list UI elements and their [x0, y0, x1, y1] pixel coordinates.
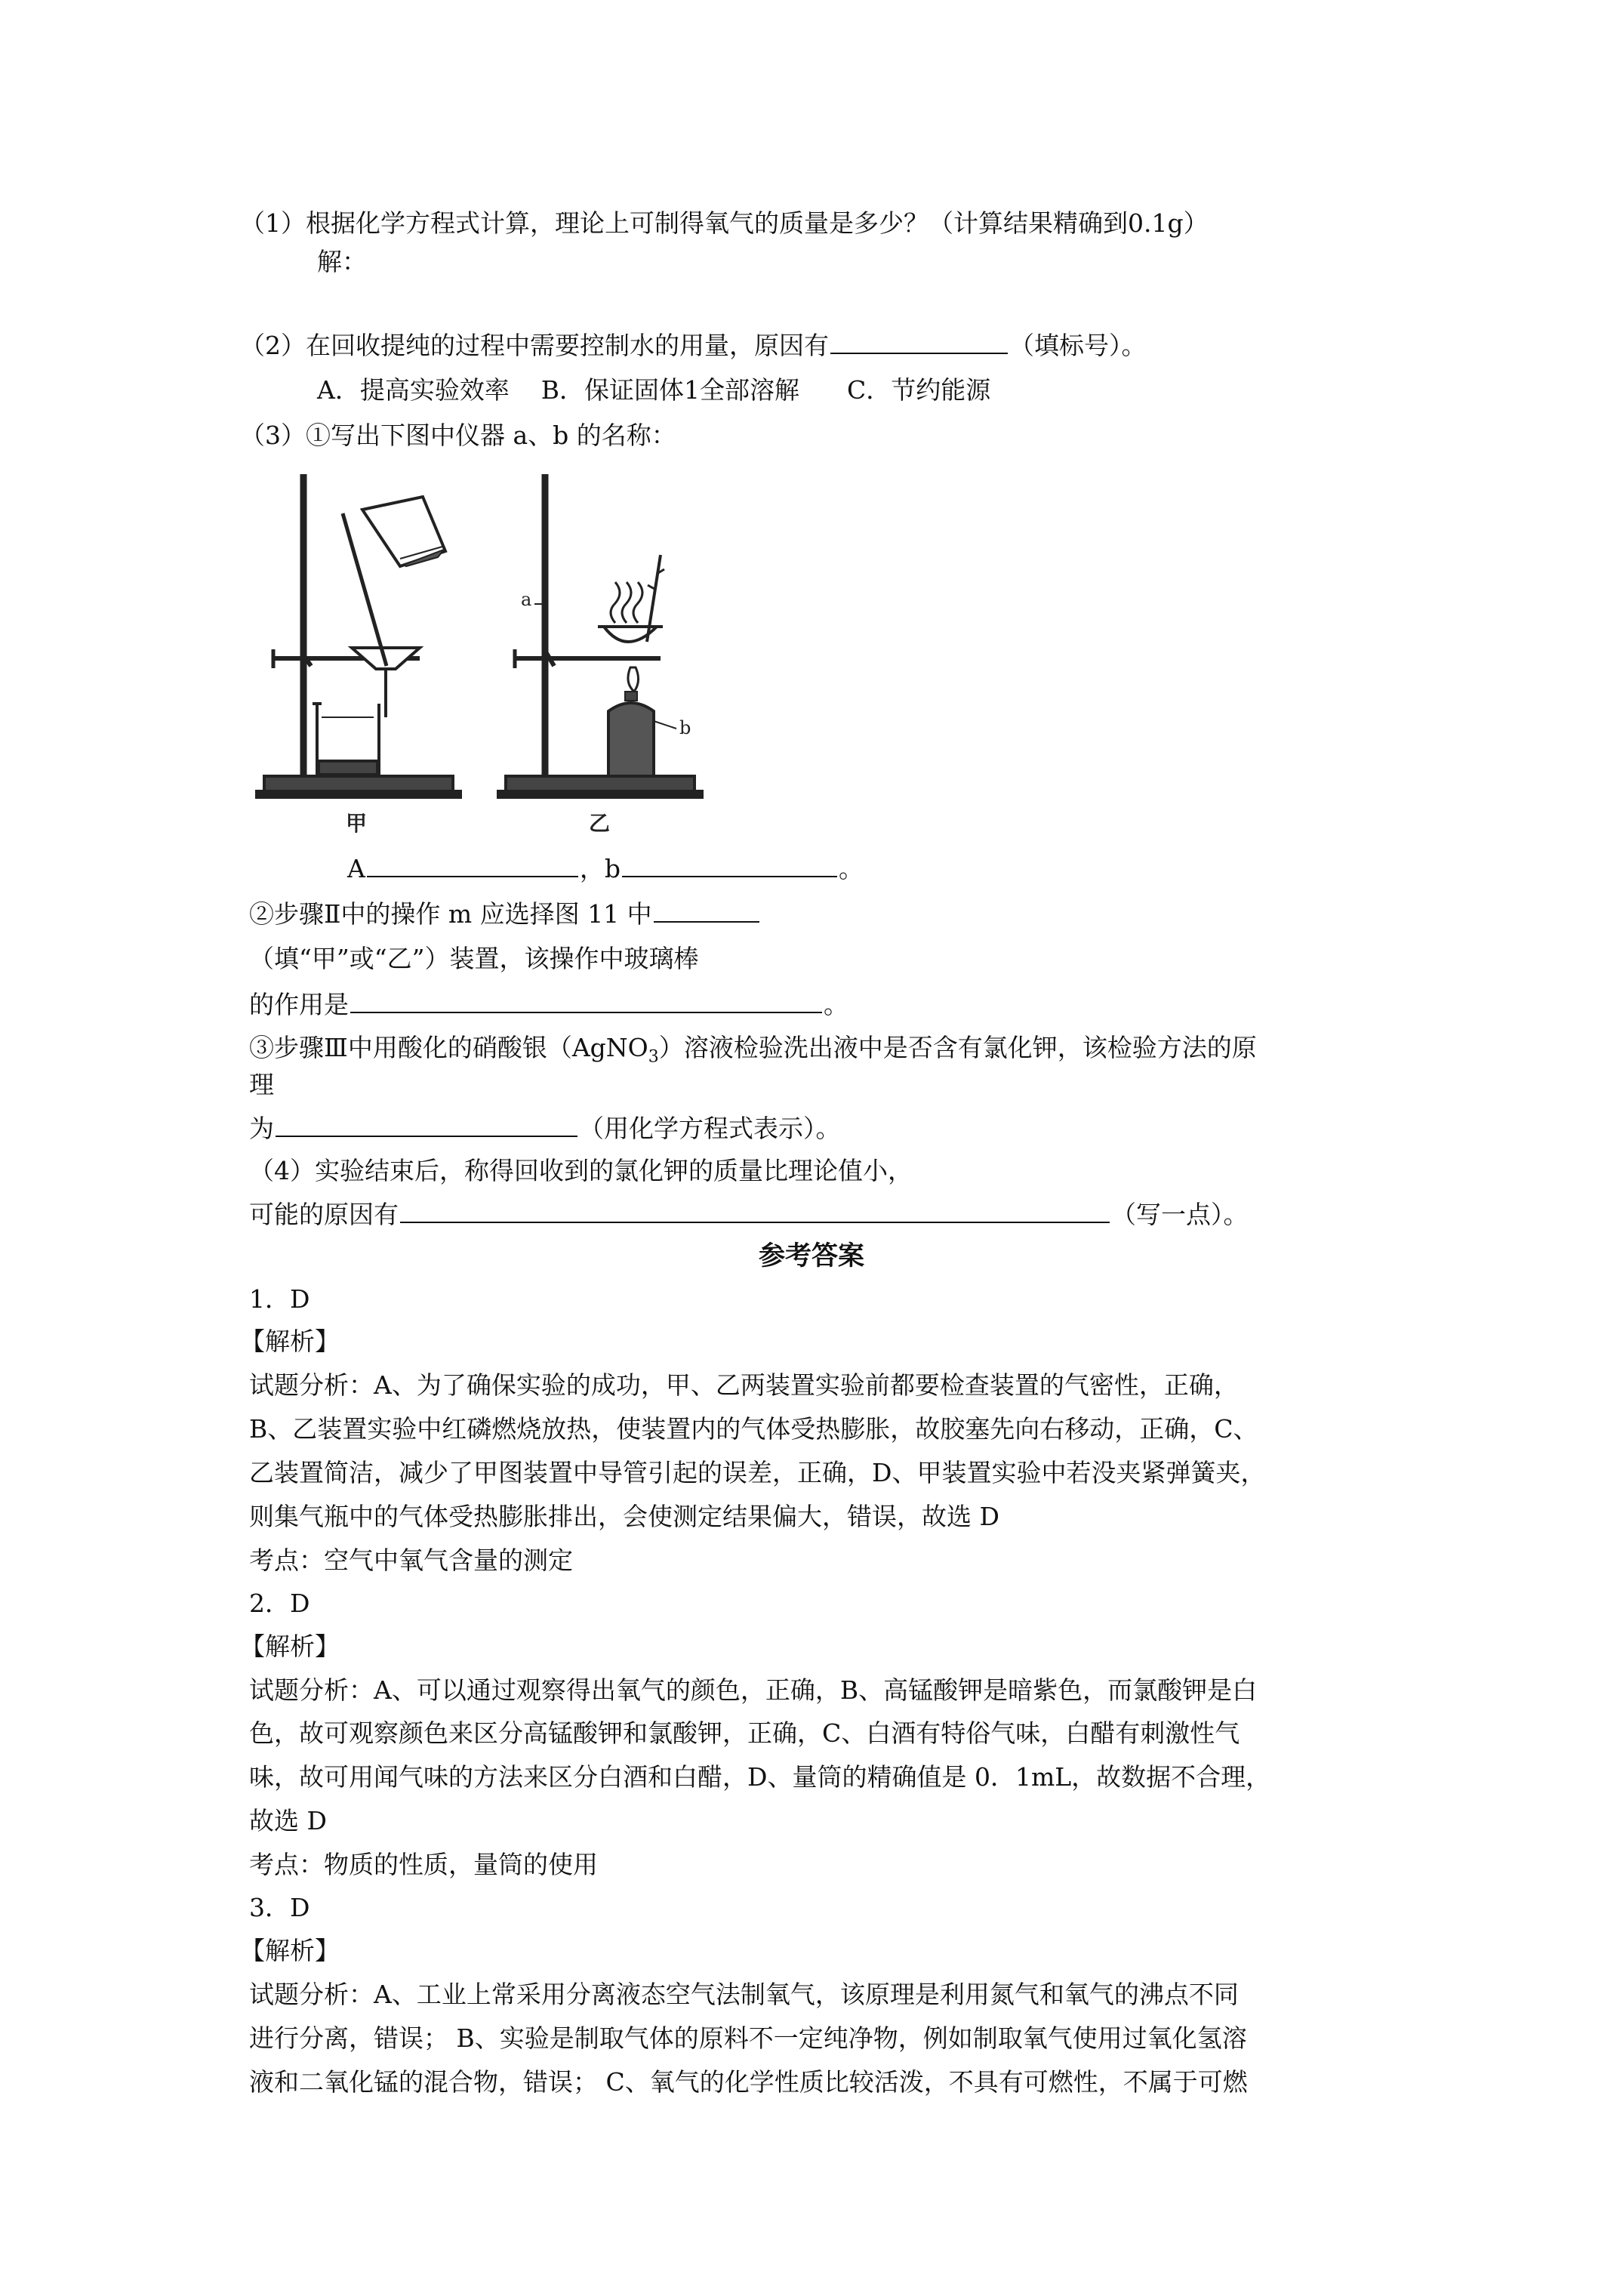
answer-2-line3: 味，故可用闻气味的方法来区分白酒和白醋，D、量筒的精确值是 0．1mL，故数据不合理， [249, 1762, 1271, 1792]
equation-blank[interactable] [276, 1110, 577, 1137]
q3-names: A ，b 。 [347, 850, 864, 887]
answer-2-number: 2．D [249, 1589, 310, 1618]
answer-2-line2: 色，故可观察颜色来区分高锰酸钾和氯酸钾，正确，C、白酒有特俗气味，白醋有刺激性气 [249, 1718, 1240, 1748]
answer-3-tag: 【解析】 [240, 1936, 340, 1965]
label-b: b [679, 717, 691, 738]
apparatus-figure [249, 468, 732, 838]
answer-1-tag: 【解析】 [240, 1327, 340, 1356]
label-a: a [521, 589, 532, 610]
instrument-b-blank[interactable] [622, 850, 837, 877]
q3-2-line1: ②步骤Ⅱ中的操作 m 应选择图 11 中 [249, 895, 761, 932]
q4-line1: （4）实验结束后，称得回收到的氯化钾的质量比理论值小， [249, 1156, 913, 1185]
answer-3-number: 3．D [249, 1893, 310, 1922]
answer-3-line3: 液和二氧化锰的混合物，错误； C、氧气的化学性质比较活泼，不具有可燃性，不属于可燃 [249, 2067, 1248, 2097]
q3-1-text: （3）①写出下图中仪器 a、b 的名称： [240, 421, 676, 450]
answer-1-line4: 则集气瓶中的气体受热膨胀排出，会使测定结果偏大，错误，故选 D [249, 1502, 999, 1531]
answer-1-number: 1．D [249, 1284, 310, 1314]
q3-3-line2: 理 [249, 1070, 274, 1099]
filtration-apparatus-jia [257, 474, 460, 797]
reason-blank[interactable] [400, 1196, 1110, 1223]
answer-2-kaodian: 考点：物质的性质，量筒的使用 [249, 1850, 598, 1879]
q2-options: A．提高实验效率 B．保证固体1全部溶解 C．节约能源 [317, 375, 991, 405]
evaporation-apparatus-yi [498, 474, 702, 797]
q1-text: （1）根据化学方程式计算，理论上可制得氧气的质量是多少？（计算结果精确到0.1g） [240, 208, 1209, 238]
answer-3-line1: 试题分析：A、工业上常采用分离液态空气法制氧气，该原理是利用氮气和氧气的沸点不同 [249, 1980, 1239, 2009]
answer-1-line2: B、乙装置实验中红磷燃烧放热，使装置内的气体受热膨胀，故胶塞先向右移动，正确，C、 [249, 1414, 1258, 1444]
q1-jie: 解： [317, 247, 367, 276]
answer-1-line1: 试题分析：A、为了确保实验的成功，甲、乙两装置实验前都要检查装置的气密性，正确， [249, 1370, 1239, 1400]
q2-text: （2）在回收提纯的过程中需要控制水的用量，原因有 （填标号）。 [240, 327, 1147, 364]
instrument-a-blank[interactable] [367, 850, 578, 877]
q3-3-line3: 为 （用化学方程式表示）。 [249, 1110, 841, 1147]
q2-answer-blank[interactable] [830, 327, 1008, 354]
answer-1-kaodian: 考点：空气中氧气含量的测定 [249, 1546, 573, 1575]
device-choice-blank[interactable] [654, 895, 759, 923]
glass-rod-role-blank[interactable] [350, 986, 822, 1013]
answers-heading: 参考答案 [758, 1240, 864, 1271]
q3-3-line1: ③步骤Ⅲ中用酸化的硝酸银（AgNO$_3$）溶液检验洗出液中是否含有氯化钾，该检验方法的原 [249, 1033, 1257, 1067]
answer-2-line1: 试题分析：A、可以通过观察得出氧气的颜色，正确，B、高锰酸钾是暗紫色，而氯酸钾是白 [249, 1675, 1258, 1705]
q4-line2: 可能的原因有 （写一点）。 [249, 1196, 1249, 1233]
answer-2-tag: 【解析】 [240, 1632, 340, 1661]
label-yi: 乙 [589, 811, 611, 836]
q3-2-line3: 的作用是 。 [249, 986, 848, 1023]
answer-3-line2: 进行分离，错误； B、实验是制取气体的原料不一定纯净物，例如制取氧气使用过氧化氢溶 [249, 2023, 1247, 2053]
answer-1-line3: 乙装置简洁，减少了甲图装置中导管引起的误差，正确，D、甲装置实验中若没夹紧弹簧夹， [249, 1458, 1266, 1487]
label-jia: 甲 [346, 811, 368, 836]
q3-2-line2: （填“甲”或“乙”）装置，该操作中玻璃棒 [249, 944, 699, 973]
answer-2-line4: 故选 D [249, 1806, 327, 1835]
